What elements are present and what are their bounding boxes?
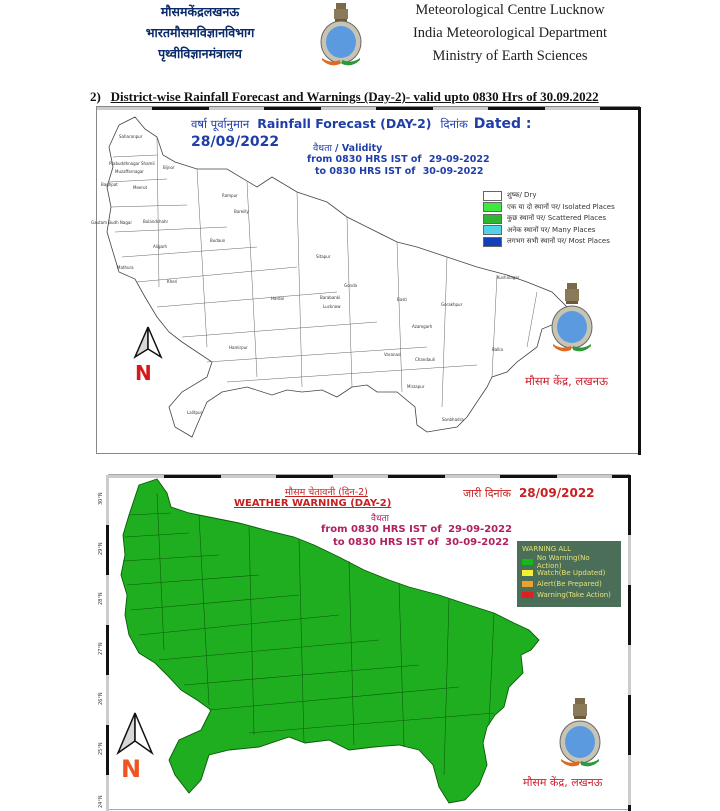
imd-emblem-icon	[557, 697, 603, 773]
district-label: Barabanki	[320, 295, 341, 300]
latitude-tick: 30°N	[98, 492, 104, 505]
rainfall-title-row	[191, 115, 611, 151]
issued-date: 28/09/2022	[518, 486, 595, 500]
imd-emblem-icon	[318, 2, 364, 72]
warning-issued-row	[463, 484, 595, 502]
district-label: Sonbhadra	[442, 417, 464, 422]
legend-item-alert	[522, 578, 616, 589]
to-label: to 0830 HRS IST of	[315, 166, 416, 177]
header-english-line-1: Meteorological Centre Lucknow	[415, 2, 605, 18]
issued-hindi: जारी दिनांक	[463, 487, 511, 500]
district-label: Bareilly	[234, 209, 249, 214]
district-label: Budaun	[210, 238, 226, 243]
district-label: Lalitpur	[187, 410, 203, 415]
legend-item-watch	[522, 567, 616, 578]
district-label: Kushinagar	[497, 275, 520, 280]
district-label: Baghpat	[101, 182, 118, 187]
district-label: Azamgarh	[412, 324, 433, 329]
legend-swatch	[483, 237, 502, 247]
legend-swatch	[522, 592, 533, 598]
from-label: from 0830 HRS IST of	[307, 154, 422, 165]
legend-item-isolated	[483, 202, 615, 214]
to-label: to 0830 HRS IST of	[333, 537, 439, 548]
legend-label: No Warning(No Action)	[536, 553, 590, 570]
legend-label: Watch(Be Updated)	[537, 568, 606, 577]
legend-label: एक या दो स्थानों पर/ Isolated Places	[507, 202, 615, 211]
latitude-tick: 25°N	[98, 742, 104, 755]
warning-validity-from	[321, 524, 512, 535]
legend-item-many	[483, 225, 615, 237]
district-label: Mirzapur	[407, 384, 425, 389]
legend-swatch	[483, 214, 502, 224]
warning-title: WEATHER WARNING (DAY-2)	[234, 498, 392, 509]
map-border-right	[638, 107, 641, 455]
rainfall-dated-hindi: दिनांक	[440, 117, 468, 131]
district-label: Basti	[397, 297, 407, 302]
rainfall-forecast-map	[91, 106, 640, 454]
north-label: N	[135, 361, 152, 385]
rainfall-validity-heading	[313, 141, 382, 154]
latitude-tick: 29°N	[98, 542, 104, 555]
legend-item-no-warning	[522, 553, 616, 570]
header-hindi-line-3: पृथ्वीविज्ञानमंत्रालय	[158, 46, 242, 61]
rainfall-dated: Dated : 28/09/2022	[191, 116, 532, 150]
district-label: Bulandshahr	[143, 219, 169, 224]
district-label: Ballia	[492, 347, 503, 352]
district-label: Rampur	[222, 193, 238, 198]
district-label: Muzaffarnagar	[115, 169, 144, 174]
district-label: Meerut	[133, 185, 148, 190]
district-label: Kheri	[167, 279, 178, 284]
district-label: Bijnor	[163, 165, 175, 170]
north-label: N	[121, 755, 142, 783]
warning-legend-title: WARNING ALL	[522, 545, 571, 553]
legend-label: शुष्क/ Dry	[507, 191, 537, 200]
district-label: Gorakhpur	[441, 302, 463, 307]
district-label: Aligarh	[153, 244, 168, 249]
legend-item-warning	[522, 589, 616, 600]
warning-title-hindi: मौसम चेतावनी (दिन-2)	[285, 487, 368, 498]
legend-item-most	[483, 236, 615, 248]
rainfall-validity-to	[315, 166, 483, 177]
centre-label: मौसम केंद्र, लखनऊ	[523, 776, 603, 789]
legend-swatch	[522, 559, 533, 565]
legend-label: Alert(Be Prepared)	[537, 579, 602, 588]
warning-validity-hindi: वैधता	[371, 514, 390, 524]
latitude-tick: 28°N	[98, 592, 104, 605]
district-label: Saharanpur	[119, 134, 143, 139]
legend-swatch	[483, 225, 502, 235]
district-label: Sitapur	[316, 254, 331, 259]
district-label: Prabuddhnagar Shamli	[109, 161, 155, 166]
to-date: 30-09-2022	[445, 537, 510, 548]
rainfall-title-hindi: वर्षा पूर्वानुमान	[191, 117, 250, 131]
warning-validity-to	[333, 537, 509, 548]
from-date: 29-09-2022	[428, 154, 490, 165]
header-hindi-line-1: मौसमकेंद्रलखनऊ	[160, 4, 240, 19]
district-label: Hardoi	[271, 296, 285, 301]
legend-item-scattered	[483, 213, 615, 225]
to-date: 30-09-2022	[422, 166, 484, 177]
legend-swatch	[522, 581, 533, 587]
latitude-tick: 26°N	[98, 692, 104, 705]
weather-warning-map	[98, 474, 630, 810]
legend-swatch	[483, 191, 502, 201]
from-label: from 0830 HRS IST of	[321, 524, 442, 535]
section-title: District-wise Rainfall Forecast and Warnings (Day-2)- valid upto 0830 Hrs of 30.09.2022	[110, 89, 599, 104]
legend-label: Warning(Take Action)	[537, 590, 611, 599]
district-label: Varanasi	[384, 352, 402, 357]
header-english-line-2: India Meteorological Department	[412, 25, 608, 41]
rainfall-validity-from	[307, 154, 490, 165]
district-label: Gautam Budh Nagar	[91, 220, 132, 225]
district-label: Hamirpur	[229, 345, 248, 350]
legend-label: अनेक स्थानों पर/ Many Places	[507, 225, 596, 234]
district-label: Mathura	[117, 265, 134, 270]
rainfall-title: Rainfall Forecast (DAY-2)	[257, 116, 432, 131]
district-label: Chandauli	[415, 357, 436, 362]
centre-label: मौसम केंद्र, लखनऊ	[525, 374, 609, 388]
validity-hindi: वैधता	[313, 143, 333, 154]
validity-en: / Validity	[335, 143, 383, 154]
warning-legend	[517, 541, 621, 607]
legend-swatch	[522, 570, 533, 576]
legend-swatch	[483, 202, 502, 212]
imd-emblem-icon	[549, 282, 595, 358]
district-label: Lucknow	[323, 304, 341, 309]
district-label: Gonda	[344, 283, 358, 288]
north-arrow-icon	[133, 325, 163, 366]
latitude-tick: 27°N	[98, 642, 104, 655]
header-english-line-3: Ministry of Earth Sciences	[432, 48, 588, 64]
legend-label: लगभग सभी स्थानों पर/ Most Places	[507, 237, 610, 246]
rainfall-legend	[483, 190, 615, 248]
section-number: 2)	[90, 89, 101, 104]
from-date: 29-09-2022	[448, 524, 513, 535]
latitude-tick: 24°N	[98, 795, 104, 808]
header-hindi-line-2: भारतमौसमविज्ञानविभाग	[145, 25, 255, 40]
legend-item-dry	[483, 190, 615, 202]
section-heading	[90, 89, 599, 105]
legend-label: कुछ स्थानों पर/ Scattered Places	[507, 214, 607, 223]
